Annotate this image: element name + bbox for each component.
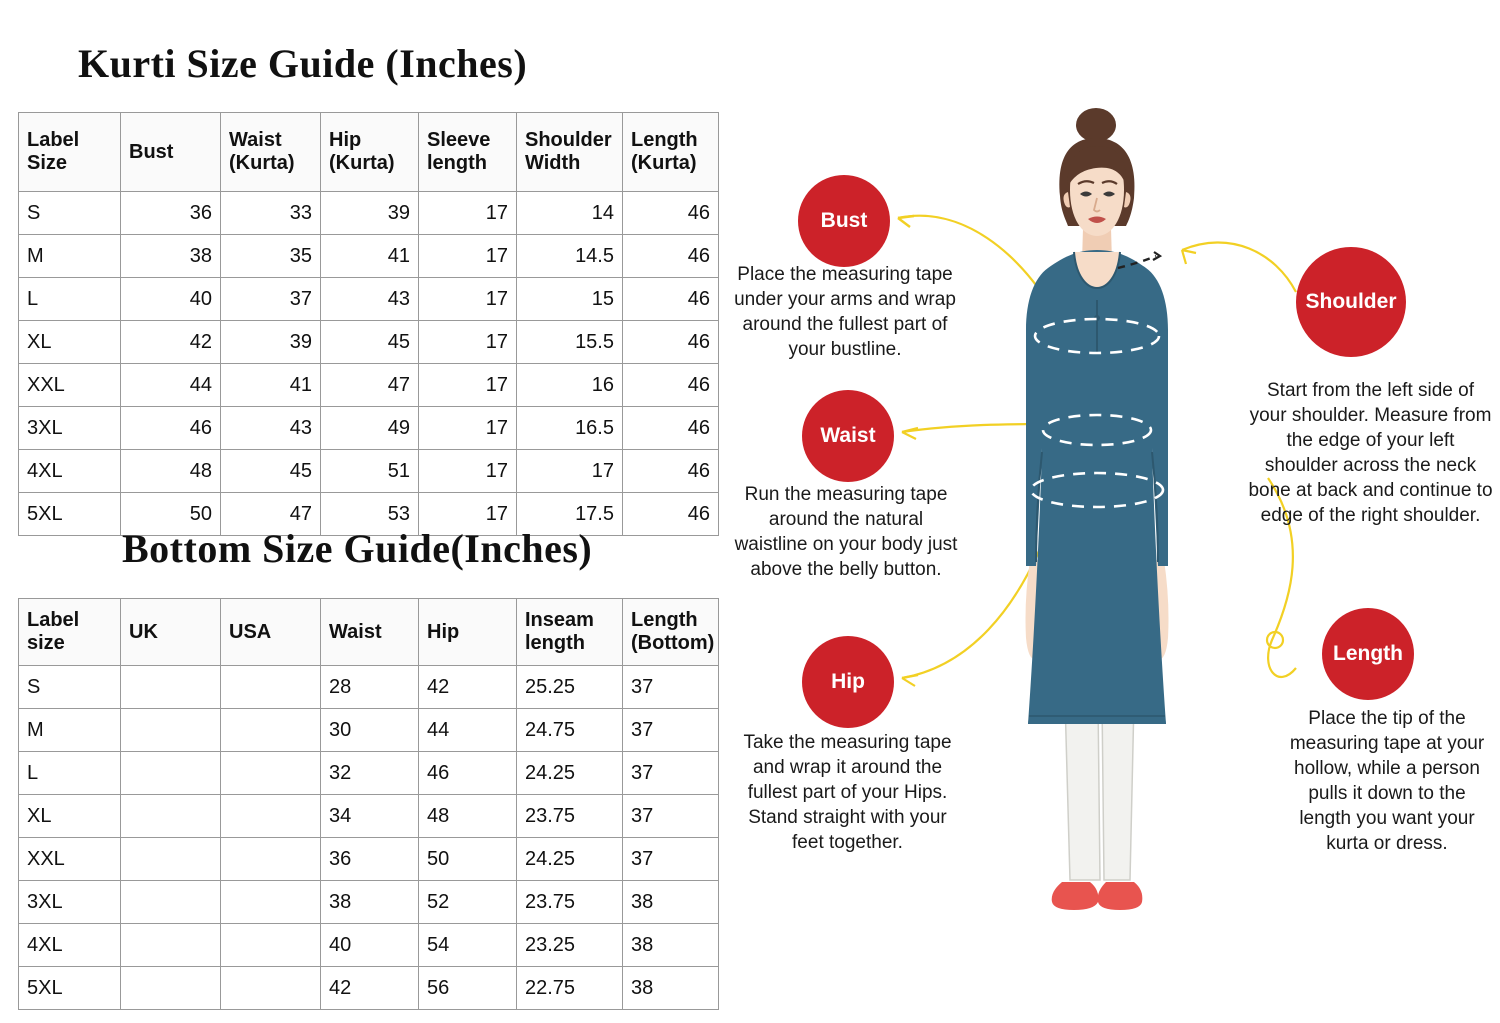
cell-label-size: M (19, 709, 121, 752)
column-header-shoulder-width: Shoulder Width (517, 113, 623, 192)
cell-usa (221, 924, 321, 967)
cell-length-bottom: 38 (623, 881, 719, 924)
cell-shoulder-width: 14 (517, 192, 623, 235)
cell-length: 46 (623, 192, 719, 235)
cell-sleeve-length: 17 (419, 493, 517, 536)
column-header-hip: Hip (Kurta) (321, 113, 419, 192)
cell-waist: 32 (321, 752, 419, 795)
cell-usa (221, 752, 321, 795)
cell-label-size: 4XL (19, 450, 121, 493)
shoulder-description: Start from the left side of your shoulder. Measure from the edge of your left shoulder across the neck bone at back and continue to edge of the right shoulder. (1248, 380, 1493, 527)
cell-uk (121, 881, 221, 924)
cell-inseam-length: 24.25 (517, 752, 623, 795)
cell-shoulder-width: 17 (517, 450, 623, 493)
cell-sleeve-length: 17 (419, 450, 517, 493)
hip-badge: Hip (802, 636, 894, 728)
cell-waist: 45 (221, 450, 321, 493)
cell-usa (221, 838, 321, 881)
column-header-hip: Hip (419, 599, 517, 666)
cell-sleeve-length: 17 (419, 407, 517, 450)
cell-inseam-length: 25.25 (517, 666, 623, 709)
cell-label-size: S (19, 666, 121, 709)
cell-uk (121, 752, 221, 795)
cell-length: 46 (623, 450, 719, 493)
cell-waist: 33 (221, 192, 321, 235)
cell-length-bottom: 37 (623, 709, 719, 752)
cell-length: 46 (623, 278, 719, 321)
cell-usa (221, 666, 321, 709)
cell-label-size: 3XL (19, 881, 121, 924)
cell-label-size: XL (19, 795, 121, 838)
cell-length-bottom: 38 (623, 924, 719, 967)
cell-usa (221, 881, 321, 924)
table-header-row (19, 599, 719, 666)
cell-label-size: 5XL (19, 493, 121, 536)
cell-label-size: 3XL (19, 407, 121, 450)
cell-inseam-length: 22.75 (517, 967, 623, 1010)
cell-bust: 36 (121, 192, 221, 235)
cell-label-size: 5XL (19, 967, 121, 1010)
bottom-size-table (18, 598, 719, 1010)
table-row (19, 192, 719, 235)
cell-sleeve-length: 17 (419, 321, 517, 364)
cell-waist: 40 (321, 924, 419, 967)
table-row (19, 795, 719, 838)
cell-inseam-length: 24.25 (517, 838, 623, 881)
cell-hip: 49 (321, 407, 419, 450)
cell-length: 46 (623, 364, 719, 407)
cell-length-bottom: 38 (623, 967, 719, 1010)
table-row (19, 709, 719, 752)
shoulder-badge: Shoulder (1296, 247, 1406, 357)
column-header-inseam-length: Inseam length (517, 599, 623, 666)
cell-waist: 43 (221, 407, 321, 450)
table-row (19, 924, 719, 967)
cell-waist: 37 (221, 278, 321, 321)
cell-shoulder-width: 16 (517, 364, 623, 407)
cell-waist: 41 (221, 364, 321, 407)
cell-length-bottom: 37 (623, 752, 719, 795)
cell-shoulder-width: 14.5 (517, 235, 623, 278)
cell-hip: 46 (419, 752, 517, 795)
cell-length-bottom: 37 (623, 666, 719, 709)
cell-length: 46 (623, 493, 719, 536)
table-row (19, 321, 719, 364)
waist-badge: Waist (802, 390, 894, 482)
cell-shoulder-width: 15 (517, 278, 623, 321)
waist-description: Run the measuring tape around the natural waistline on your body just above the belly button. (734, 484, 958, 581)
table-row (19, 838, 719, 881)
bottom-size-guide-title: Bottom Size Guide(Inches) (122, 526, 593, 571)
cell-length: 46 (623, 321, 719, 364)
cell-label-size: XXL (19, 838, 121, 881)
cell-bust: 46 (121, 407, 221, 450)
cell-usa (221, 709, 321, 752)
table-row (19, 666, 719, 709)
cell-waist: 30 (321, 709, 419, 752)
table-row (19, 881, 719, 924)
cell-waist: 39 (221, 321, 321, 364)
column-header-label-size: Label Size (19, 113, 121, 192)
column-header-bust: Bust (121, 113, 221, 192)
cell-sleeve-length: 17 (419, 278, 517, 321)
column-header-length: Length (Kurta) (623, 113, 719, 192)
measurement-illustration-panel (730, 0, 1500, 1023)
cell-hip: 51 (321, 450, 419, 493)
cell-uk (121, 666, 221, 709)
cell-waist: 28 (321, 666, 419, 709)
cell-bust: 40 (121, 278, 221, 321)
cell-hip: 48 (419, 795, 517, 838)
cell-hip: 54 (419, 924, 517, 967)
cell-inseam-length: 23.75 (517, 881, 623, 924)
cell-hip: 56 (419, 967, 517, 1010)
length-description: Place the tip of the measuring tape at your hollow, while a person pulls it down to the length you want your kurta or dress. (1289, 708, 1485, 855)
cell-inseam-length: 23.75 (517, 795, 623, 838)
cell-usa (221, 795, 321, 838)
cell-shoulder-width: 15.5 (517, 321, 623, 364)
table-header-row (19, 113, 719, 192)
cell-shoulder-width: 17.5 (517, 493, 623, 536)
cell-uk (121, 838, 221, 881)
column-header-uk: UK (121, 599, 221, 666)
cell-uk (121, 795, 221, 838)
cell-waist: 36 (321, 838, 419, 881)
column-header-label-size: Label size (19, 599, 121, 666)
length-badge: Length (1322, 608, 1414, 700)
cell-waist: 35 (221, 235, 321, 278)
column-header-sleeve-length: Sleeve length (419, 113, 517, 192)
cell-length-bottom: 37 (623, 795, 719, 838)
column-header-usa: USA (221, 599, 321, 666)
cell-hip: 43 (321, 278, 419, 321)
cell-hip: 41 (321, 235, 419, 278)
cell-sleeve-length: 17 (419, 235, 517, 278)
cell-shoulder-width: 16.5 (517, 407, 623, 450)
cell-usa (221, 967, 321, 1010)
cell-waist: 38 (321, 881, 419, 924)
cell-hip: 45 (321, 321, 419, 364)
kurti-size-guide-title: Kurti Size Guide (Inches) (78, 41, 528, 86)
cell-uk (121, 967, 221, 1010)
cell-sleeve-length: 17 (419, 192, 517, 235)
cell-bust: 50 (121, 493, 221, 536)
cell-waist: 42 (321, 967, 419, 1010)
cell-hip: 53 (321, 493, 419, 536)
cell-label-size: L (19, 278, 121, 321)
cell-bust: 48 (121, 450, 221, 493)
cell-hip: 42 (419, 666, 517, 709)
cell-sleeve-length: 17 (419, 364, 517, 407)
cell-waist: 47 (221, 493, 321, 536)
table-row (19, 364, 719, 407)
hip-description: Take the measuring tape and wrap it around the fullest part of your Hips. Stand straight with your feet together. (743, 732, 952, 854)
column-header-length-bottom: Length (Bottom) (623, 599, 719, 666)
cell-bust: 42 (121, 321, 221, 364)
cell-bust: 44 (121, 364, 221, 407)
table-row (19, 235, 719, 278)
table-row (19, 967, 719, 1010)
cell-label-size: S (19, 192, 121, 235)
cell-bust: 38 (121, 235, 221, 278)
column-header-waist: Waist (Kurta) (221, 113, 321, 192)
cell-hip: 47 (321, 364, 419, 407)
bust-description: Place the measuring tape under your arms and wrap around the fullest part of your bustline. (734, 264, 956, 361)
cell-length: 46 (623, 407, 719, 450)
cell-inseam-length: 23.25 (517, 924, 623, 967)
cell-label-size: M (19, 235, 121, 278)
cell-inseam-length: 24.75 (517, 709, 623, 752)
cell-label-size: XL (19, 321, 121, 364)
table-row (19, 278, 719, 321)
bust-badge: Bust (798, 175, 890, 267)
cell-length-bottom: 37 (623, 838, 719, 881)
cell-hip: 44 (419, 709, 517, 752)
cell-waist: 34 (321, 795, 419, 838)
table-row (19, 450, 719, 493)
cell-label-size: XXL (19, 364, 121, 407)
cell-hip: 50 (419, 838, 517, 881)
column-header-waist: Waist (321, 599, 419, 666)
table-row (19, 752, 719, 795)
table-row (19, 407, 719, 450)
cell-uk (121, 924, 221, 967)
cell-label-size: 4XL (19, 924, 121, 967)
cell-length: 46 (623, 235, 719, 278)
cell-label-size: L (19, 752, 121, 795)
cell-hip: 52 (419, 881, 517, 924)
kurti-size-table (18, 112, 719, 536)
cell-hip: 39 (321, 192, 419, 235)
cell-uk (121, 709, 221, 752)
